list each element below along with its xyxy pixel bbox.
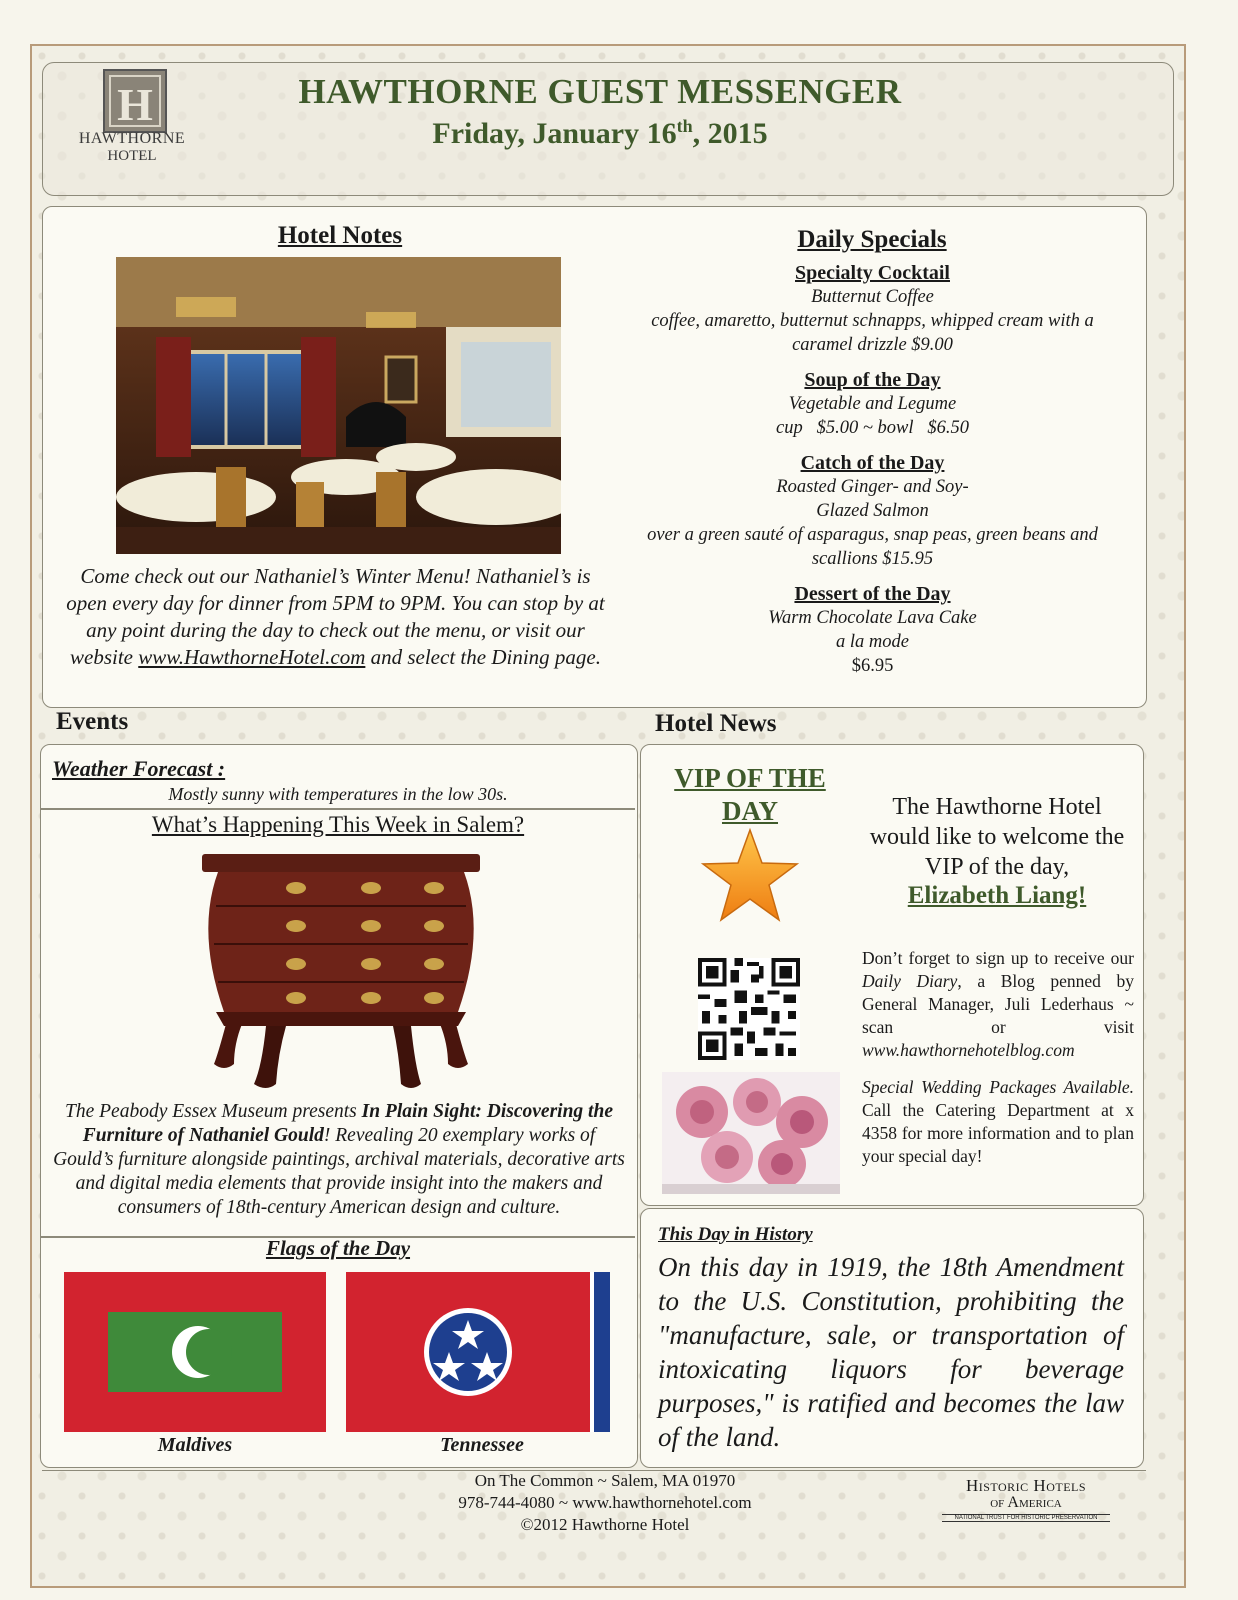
website-link[interactable]: www.HawthorneHotel.com bbox=[138, 645, 366, 669]
weather-divider bbox=[41, 808, 635, 810]
page-title: HAWTHORNE GUEST MESSENGER bbox=[298, 72, 902, 111]
events-label: Events bbox=[56, 708, 129, 735]
special-dessert: Dessert of the Day Warm Chocolate Lava Cake a la mode $6.95 bbox=[768, 583, 977, 676]
happening-title: What’s Happening This Week in Salem? bbox=[151, 812, 525, 837]
blog-text: Don’t forget to sign up to receive our Daily Diary, a Blog penned by General Manager, Juli Lederhaus ~ scan or visit www.hawthornehotelblog.com bbox=[862, 948, 1134, 1060]
special-soup: Soup of the Day Vegetable and Legume cup $5.00 ~ bowl $6.50 bbox=[776, 369, 969, 438]
flag-label-tennessee: Tennessee bbox=[440, 1434, 524, 1456]
hotel-news-label: Hotel News bbox=[655, 710, 777, 737]
tennessee-flag bbox=[346, 1272, 610, 1432]
hotel-notes-title: Hotel Notes bbox=[277, 222, 403, 249]
dining-room-photo bbox=[116, 257, 561, 554]
daily-specials-title: Daily Specials bbox=[797, 226, 947, 253]
weather-text: Mostly sunny with temperatures in the low 30s. bbox=[168, 784, 508, 804]
flag-label-maldives: Maldives bbox=[157, 1434, 233, 1456]
star-icon bbox=[700, 826, 800, 926]
logo-name: HAWTHORNE bbox=[78, 130, 186, 147]
special-catch: Catch of the Day Roasted Ginger- and Soy- Glazed Salmon over a green sauté of asparagus, snap peas, green beans and scallions $15.95 bbox=[647, 452, 1098, 569]
flags-title: Flags of the Day bbox=[265, 1236, 411, 1260]
roses-image bbox=[662, 1072, 840, 1194]
specials-list bbox=[620, 262, 1125, 678]
footer-address: On The Common ~ Salem, MA 01970 978-744-4080 ~ www.hawthornehotel.com ©2012 Hawthorne Hotel bbox=[380, 1470, 830, 1536]
svg-text:H: H bbox=[117, 79, 153, 130]
history-title: This Day in History bbox=[658, 1224, 813, 1245]
hotel-logo bbox=[62, 66, 202, 176]
vip-text: The Hawthorne Hotel would like to welcome the VIP of the day, bbox=[869, 794, 1125, 880]
blog-link[interactable]: www.hawthornehotelblog.com bbox=[862, 1040, 1075, 1060]
footer-contact[interactable]: 978-744-4080 ~ www.hawthornehotel.com bbox=[458, 1493, 752, 1512]
vip-name: Elizabeth Liang! bbox=[907, 882, 1087, 909]
qr-code[interactable] bbox=[698, 958, 800, 1060]
historic-hotels-logo: Historic Hotels of America NATIONAL TRUST FOR HISTORIC PRESERVATION bbox=[936, 1476, 1116, 1522]
history-text: On this day in 1919, the 18th Amendment to the U.S. Constitution, prohibiting the "manufacture, sale, or transportation of intoxicating liquors for beverage purposes," is ratified and becomes the law of the land. bbox=[658, 1252, 1124, 1452]
wedding-text: Special Wedding Packages Available. Call the Catering Department at x 4358 for more information and to plan your special day! bbox=[862, 1077, 1134, 1166]
issue-date: Friday, January 16th, 2015 bbox=[432, 116, 768, 150]
weather-title: Weather Forecast : bbox=[52, 756, 226, 781]
monogram-icon bbox=[100, 66, 170, 136]
dresser-image bbox=[196, 846, 486, 1096]
vip-title: VIP OF THE DAY bbox=[674, 763, 826, 826]
hotel-notes-text: Come check out our Nathaniel’s Winter Menu! Nathaniel’s is open every day for dinner from 5PM to 9PM. You can stop by at any point during the day to check out the menu, or visit our website www.HawthorneHotel.com and select the Dining page. bbox=[66, 564, 605, 669]
logo-sub: HOTEL bbox=[107, 148, 157, 164]
special-cocktail: Specialty Cocktail Butternut Coffee coffee, amaretto, butternut schnapps, whipped cream with a caramel drizzle $9.00 bbox=[651, 262, 1094, 355]
maldives-flag bbox=[64, 1272, 326, 1432]
museum-text: The Peabody Essex Museum presents In Plain Sight: Discovering the Furniture of Nathaniel Gould! Revealing 20 exemplary works of Gould’s furniture alongside paintings, archival materials, decorative arts and digital media elements that provide insight into the makers and consumers of 18th-century American design and culture. bbox=[53, 1101, 625, 1218]
